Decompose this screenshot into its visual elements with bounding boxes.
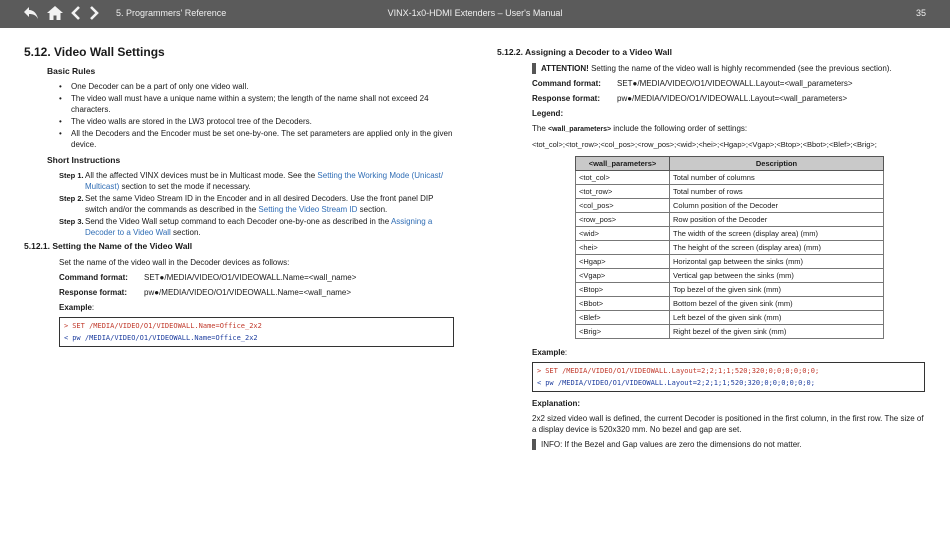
response-format-row: Response format: pw●/MEDIA/VIDEO/O1/VIDEOWALL.Name=<wall_name> bbox=[59, 288, 352, 297]
table-row bbox=[576, 297, 884, 311]
table-row bbox=[576, 199, 884, 213]
table-row bbox=[576, 213, 884, 227]
table-cell-description: Total number of rows bbox=[670, 185, 884, 199]
parameter-order: <tot_col>;<tot_row>;<col_pos>;<row_pos>;<wid>;<hei>;<Hgap>;<Vgap>;<Btop>;<Bbot>;<Blef>;<Brig>; bbox=[532, 140, 877, 149]
table-row bbox=[576, 227, 884, 241]
code-line-send: > SET /MEDIA/VIDEO/O1/VIDEOWALL.Layout=2;2;1;1;520;320;0;0;0;0;0;0; bbox=[537, 367, 820, 375]
step-1 bbox=[59, 170, 454, 192]
table-cell-description: Column position of the Decoder bbox=[670, 199, 884, 213]
step-2 bbox=[59, 193, 454, 215]
command-format-row: Command format: SET●/MEDIA/VIDEO/O1/VIDEOWALL.Layout=<wall_parameters> bbox=[532, 79, 853, 88]
table-cell-description: Left bezel of the given sink (mm) bbox=[670, 311, 884, 325]
table-cell-description: Top bezel of the given sink (mm) bbox=[670, 283, 884, 297]
table-cell-description: Total number of columns bbox=[670, 171, 884, 185]
parameters-table bbox=[575, 156, 884, 339]
table-cell-description: Row position of the Decoder bbox=[670, 213, 884, 227]
step-text: Send the Video Wall setup command to each Decoder one-by-one as described in the Assigning a Decoder to a Video Wall section. bbox=[85, 217, 433, 237]
subsection-heading: 5.12.2. Assigning a Decoder to a Video Wall bbox=[497, 47, 672, 57]
explanation-text: 2x2 sized video wall is defined, the current Decoder is positioned in the first column, in the first row. The size of a display device is 520x320 mm. No bezel and gap are set. bbox=[532, 414, 924, 434]
example-label: Example bbox=[59, 303, 92, 312]
attention-note: ATTENTION! Setting the name of the video wall is highly recommended (see the previous section). bbox=[497, 63, 927, 74]
table-cell-description: Bottom bezel of the given sink (mm) bbox=[670, 297, 884, 311]
code-line-response: < pw /MEDIA/VIDEO/O1/VIDEOWALL.Layout=2;2;1;1;520;320;0;0;0;0;0;0; bbox=[537, 379, 815, 387]
response-format-value: pw●/MEDIA/VIDEO/O1/VIDEOWALL.Name=<wall_name> bbox=[144, 288, 352, 297]
note-bar bbox=[532, 439, 536, 450]
command-format-row: Command format: SET●/MEDIA/VIDEO/O1/VIDEOWALL.Name=<wall_name> bbox=[59, 273, 357, 282]
table-cell-description: The width of the screen (display area) (mm) bbox=[670, 227, 884, 241]
subsection-heading: 5.12.1. Setting the Name of the Video Wall bbox=[24, 241, 193, 251]
table-row bbox=[576, 269, 884, 283]
section-title: 5. Programmers' Reference bbox=[116, 8, 227, 18]
step-label: Step 3. bbox=[59, 217, 84, 226]
link-working-mode[interactable]: Setting the Working Mode (Unicast/ Multicast) bbox=[85, 171, 444, 191]
intro-text: Set the name of the video wall in the Decoder devices as follows: bbox=[59, 258, 290, 267]
note-bar bbox=[532, 63, 536, 74]
table-header: <wall_parameters> bbox=[576, 157, 670, 171]
list-item: • The video wall must have a unique name within a system; the length of the name shall not exceed 24 characters. bbox=[71, 93, 454, 115]
list-item: • The video walls are stored in the LW3 protocol tree of the Decoders. bbox=[71, 116, 454, 127]
step-text: All the affected VINX devices must be in Multicast mode. See the Setting the Working Mode (Unicast/ Multicast) section to set the mode if necessary. bbox=[85, 171, 444, 191]
right-column: 5.12.2. Assigning a Decoder to a Video Wall ATTENTION! Setting the name of the video wall is highly recommended (see the previous section). Command format: SET●/MEDIA/VIDEO/O1/VIDEOWALL.Layout=<wall_parameters> Response format: pw●/MEDIA/VIDEO/O1/VIDEOWALL.Layout=<wall_parameters> Legend: The <wall_parameters> include the following order of settings: <tot_col>;<tot_row>;<col_pos>;<row_pos>;<wid>;<hei>;<Hgap>;<Vgap>;<Btop>;<Bbot>;<Blef>;<Brig>; <wall_parameters> Description <tot_col> Total number of columns <tot_row> Total number of rows <col_pos> Column position of the Decoder <row_pos> Row position of the Decoder <wid> The width of the screen (display area) (mm) <hei> The height of the screen (display area) (mm) <Hgap> Horizontal gap between the sinks (mm) <Vgap> Vertical gap between the sinks (mm) <Btop> Top bezel of the given sink (mm) <Bbot> Bottom bezel of the given sink (mm) <Blef> Left bezel of the given sink (mm) <Brig> Right bezel of the given sink (mm) Example: > SET /MEDIA/VIDEO/O1/VIDEOWALL.Layout=2;2;1;1;520;320;0;0;0;0;0;0; < pw /MEDIA/VIDEO/O1/VIDEOWALL.Layout=2;2;1;1;520;320;0;0;0;0;0;0; Explanation: 2x2 sized video wall is defined, the current Decoder is positioned in the first column, in the first row. The size of a display device is 520x320 mm. No bezel and gap are set. INFO: If the Bezel and Gap values are zero the dimensions do not matter. bbox=[497, 44, 927, 450]
response-format-value: pw●/MEDIA/VIDEO/O1/VIDEOWALL.Layout=<wall_parameters> bbox=[617, 94, 848, 103]
left-column: 5.12. Video Wall Settings Basic Rules • One Decoder can be a part of only one video wall. • The video wall must have a unique name within a system; the length of the name shall not exceed 24 characters. • The video walls are stored in the LW3 protocol tree of the Decoders. • All the Decoders and the Encoder must be set one-by-one. The set parameters are applied only in the given device. Short Instructions Step 1. All the affected VINX devices must be in Multicast mode. See the Setting the Working Mode (Unicast/ Multicast) section to set the mode if necessary. Step 2. Set the same Video Stream ID in the Encoder and in all desired Decoders. Use the front panel DIP switch and/or the commands as described in the Setting the Video Stream ID section. Step 3. Send the Video Wall setup command to each Decoder one-by-one as described in the Assigning a Decoder to a Video Wall section. 5.12.1. Setting the Name of the Video Wall Set the name of the video wall in the Decoder devices as follows: Command format: SET●/MEDIA/VIDEO/O1/VIDEOWALL.Name=<wall_name> Response format: pw●/MEDIA/VIDEO/O1/VIDEOWALL.Name=<wall_name> Example: > SET /MEDIA/VIDEO/O1/VIDEOWALL.Name=Office_2x2 < pw /MEDIA/VIDEO/O1/VIDEOWALL.Name=Office_2x2 bbox=[24, 44, 454, 347]
explanation-label: Explanation: bbox=[532, 399, 581, 408]
link-video-stream-id[interactable]: Setting the Video Stream ID bbox=[258, 205, 358, 214]
top-bar bbox=[0, 0, 950, 28]
short-instructions-heading: Short Instructions bbox=[47, 155, 121, 165]
info-note: INFO: If the Bezel and Gap values are zero the dimensions do not matter. bbox=[532, 439, 927, 450]
table-cell-description: Vertical gap between the sinks (mm) bbox=[670, 269, 884, 283]
table-cell-param: <wid> bbox=[576, 227, 670, 241]
list-item: • All the Decoders and the Encoder must be set one-by-one. The set parameters are applied only in the given device. bbox=[71, 128, 454, 150]
table-cell-param: <Hgap> bbox=[576, 255, 670, 269]
command-format-value: SET●/MEDIA/VIDEO/O1/VIDEOWALL.Layout=<wall_parameters> bbox=[617, 79, 853, 88]
table-cell-param: <hei> bbox=[576, 241, 670, 255]
table-cell-param: <Bbot> bbox=[576, 297, 670, 311]
example-label: Example bbox=[532, 348, 565, 357]
step-3 bbox=[59, 216, 454, 238]
code-line-send: > SET /MEDIA/VIDEO/O1/VIDEOWALL.Name=Office_2x2 bbox=[64, 322, 262, 330]
table-row bbox=[576, 241, 884, 255]
table-cell-description: Horizontal gap between the sinks (mm) bbox=[670, 255, 884, 269]
section-heading: 5.12. Video Wall Settings bbox=[24, 45, 165, 59]
step-text: Set the same Video Stream ID in the Encoder and in all desired Decoders. Use the front panel DIP switch and/or the commands as described in the Setting the Video Stream ID section. bbox=[85, 194, 434, 214]
table-cell-param: <row_pos> bbox=[576, 213, 670, 227]
table-row bbox=[576, 325, 884, 339]
page-number: 35 bbox=[915, 8, 926, 18]
response-format-row: Response format: pw●/MEDIA/VIDEO/O1/VIDEOWALL.Layout=<wall_parameters> bbox=[532, 94, 848, 103]
legend-label: Legend: bbox=[532, 109, 564, 118]
code-example bbox=[59, 317, 454, 347]
list-item: • One Decoder can be a part of only one video wall. bbox=[71, 81, 454, 92]
table-row bbox=[576, 311, 884, 325]
basic-rules-heading: Basic Rules bbox=[47, 66, 96, 76]
steps-list bbox=[24, 170, 454, 238]
table-cell-param: <tot_col> bbox=[576, 171, 670, 185]
table-cell-param: <Brig> bbox=[576, 325, 670, 339]
link-assigning-decoder[interactable]: Assigning a Decoder to a Video Wall bbox=[85, 217, 433, 237]
table-header-row bbox=[576, 157, 884, 171]
step-label: Step 2. bbox=[59, 194, 84, 203]
basic-rules-list bbox=[24, 81, 454, 150]
table-cell-description: The height of the screen (display area) (mm) bbox=[670, 241, 884, 255]
table-cell-param: <Vgap> bbox=[576, 269, 670, 283]
table-cell-param: <Btop> bbox=[576, 283, 670, 297]
table-row bbox=[576, 171, 884, 185]
command-format-value: SET●/MEDIA/VIDEO/O1/VIDEOWALL.Name=<wall_name> bbox=[144, 273, 357, 282]
table-row bbox=[576, 283, 884, 297]
table-cell-description: Right bezel of the given sink (mm) bbox=[670, 325, 884, 339]
legend-text: The <wall_parameters> include the following order of settings: bbox=[532, 124, 748, 133]
code-example bbox=[532, 362, 925, 392]
manual-title: VINX-1x0-HDMI Extenders – User's Manual bbox=[387, 8, 563, 18]
table-cell-param: <Blef> bbox=[576, 311, 670, 325]
table-cell-param: <col_pos> bbox=[576, 199, 670, 213]
table-row bbox=[576, 255, 884, 269]
table-cell-param: <tot_row> bbox=[576, 185, 670, 199]
step-label: Step 1. bbox=[59, 171, 84, 180]
code-line-response: < pw /MEDIA/VIDEO/O1/VIDEOWALL.Name=Office_2x2 bbox=[64, 334, 258, 342]
table-header: Description bbox=[670, 157, 884, 171]
table-row bbox=[576, 185, 884, 199]
